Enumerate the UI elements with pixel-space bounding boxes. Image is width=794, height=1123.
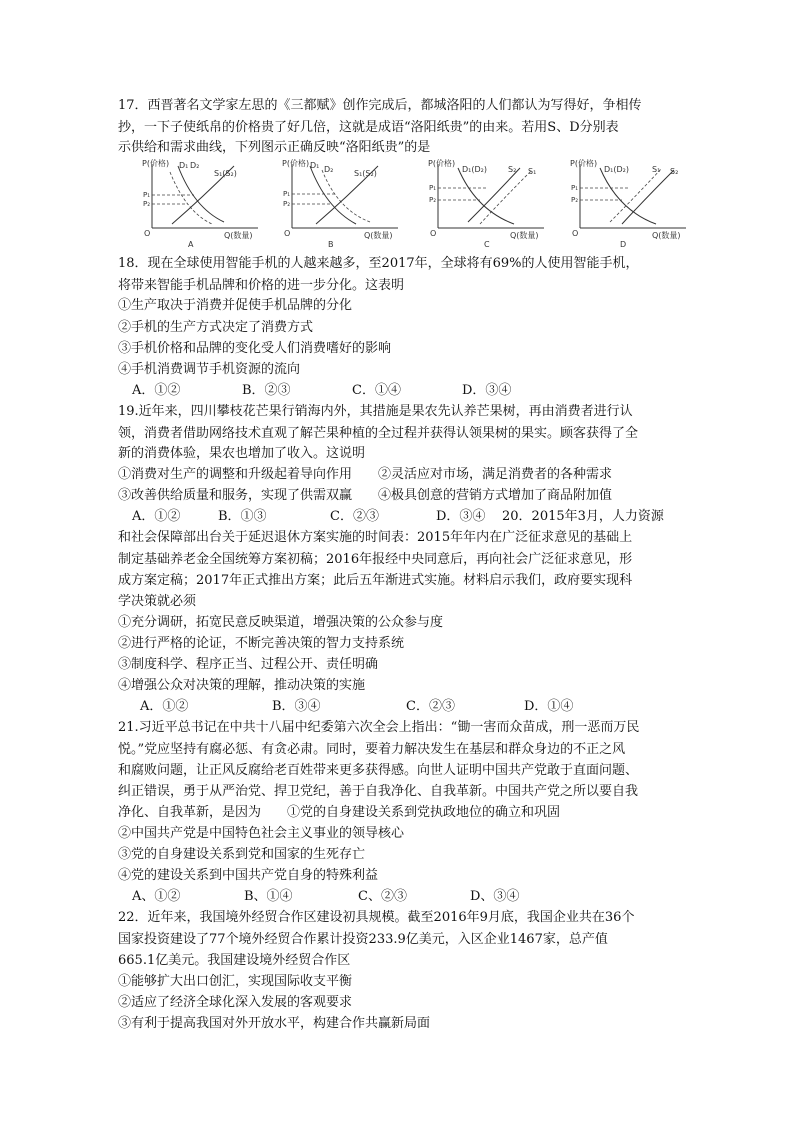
q19-line-4: ①消费对生产的调整和升级起着导向作用 ②灵活应对市场，满足消费者的各种需求 bbox=[118, 467, 613, 482]
q19-option-d: D．③④ bbox=[436, 509, 486, 524]
graph-b-origin: O bbox=[284, 229, 291, 238]
graph-c-ylabel: P(价格) bbox=[428, 159, 456, 168]
q19-option-b: B．①③ bbox=[218, 509, 267, 524]
q21-line-5: 净化、自我革新，是因为 ①党的自身建设关系到党执政地位的确立和巩固 bbox=[118, 805, 561, 820]
q21-line-6: ②中国共产党是中国特色社会主义事业的领导核心 bbox=[118, 826, 405, 841]
graph-c bbox=[428, 158, 550, 248]
q18-line-3: ①生产取决于消费并促使手机品牌的分化 bbox=[118, 298, 353, 313]
q21-option-a: A、①② bbox=[132, 889, 181, 904]
q21-line-4: 纠正错误，勇于从严治党、捍卫党纪，善于自我净化、自我革新。中国共产党之所以要自我 bbox=[118, 784, 639, 799]
graph-b-p1: P₁ bbox=[283, 190, 291, 198]
q17-line-3: 示供给和需求曲线，下列图示正确反映“洛阳纸贵”的是 bbox=[118, 140, 431, 155]
graph-b-p2: P₂ bbox=[283, 200, 291, 208]
graph-c-letter: C bbox=[484, 240, 490, 248]
graph-c-p2: P₂ bbox=[429, 196, 437, 204]
graph-b bbox=[282, 158, 404, 248]
q19-line-2: 领，消费者借助网络技术直观了解芒果种植的全过程并获得认领果树的果实。顾客获得了全 bbox=[118, 426, 639, 441]
q18-option-b: B．②③ bbox=[242, 383, 291, 398]
q21-line-1: 21.习近平总书记在中共十八届中纪委第六次全会上指出：“锄一害而众苗成，刑一恶而万民 bbox=[118, 720, 640, 735]
graph-d-xlabel: Q(数量) bbox=[652, 231, 681, 240]
graph-c-curve-2: S₂ bbox=[508, 165, 517, 174]
q20-option-b: B．③④ bbox=[272, 699, 321, 714]
q18-option-a: A．①② bbox=[132, 383, 181, 398]
graph-b-ylabel: P(价格) bbox=[282, 159, 310, 168]
q18-line-5: ③手机价格和品牌的变化受人们消费嗜好的影响 bbox=[118, 341, 392, 356]
graph-d-curve-3: S₂ bbox=[670, 167, 679, 176]
q18-line-2: 将带来智能手机品牌和价格的进一步分化。这表明 bbox=[118, 278, 405, 293]
q22-line-3: 665.1亿美元。我国建设境外经贸合作区 bbox=[118, 953, 351, 968]
graph-a-xlabel: Q(数量) bbox=[224, 231, 253, 240]
q18-option-d: D．③④ bbox=[462, 383, 512, 398]
graph-a-curve-3: S₁(S₂) bbox=[214, 169, 237, 178]
graph-b-xlabel: Q(数量) bbox=[364, 231, 393, 240]
graph-b-curve-3: S₁(S₂) bbox=[354, 169, 377, 178]
graph-b-letter: B bbox=[328, 240, 334, 248]
graph-a-curve-1: D₁ bbox=[179, 161, 189, 170]
graph-a-letter: A bbox=[188, 240, 194, 248]
q17-line-1: 17．西晋著名文学家左思的《三都赋》创作完成后，都城洛阳的人们都认为写得好，争相传 bbox=[118, 98, 642, 113]
q22-line-4: ①能够扩大出口创汇，实现国际收支平衡 bbox=[118, 974, 353, 989]
graph-c-curve-1: D₁(D₂) bbox=[462, 165, 487, 174]
graph-d-origin: O bbox=[572, 229, 579, 238]
q19-line-5: ③改善供给质量和服务，实现了供需双赢 ④极具创意的营销方式增加了商品附加值 bbox=[118, 488, 613, 503]
q18-option-c: C．①④ bbox=[352, 383, 401, 398]
graph-a-origin: O bbox=[144, 229, 151, 238]
graph-a-curve-2: D₂ bbox=[190, 161, 200, 170]
graph-d-p2: P₂ bbox=[571, 196, 579, 204]
q21-line-2: 悦。”党应坚持有腐必惩、有贪必肃。同时，要着力解决发生在基层和群众身边的不正之风 bbox=[118, 742, 626, 757]
graph-b-curve-2: D₂ bbox=[324, 165, 334, 174]
graph-c-origin: O bbox=[430, 229, 437, 238]
q20-line-5: ①充分调研，拓宽民意反映渠道，增强决策的公众参与度 bbox=[118, 615, 444, 630]
graph-d-letter: D bbox=[620, 240, 627, 248]
q18-line-6: ④手机消费调节手机资源的流向 bbox=[118, 362, 301, 377]
q20-first-line: 20．2015年3月，人力资源 bbox=[502, 509, 664, 524]
graph-d-curve-1: D₁(D₂) bbox=[604, 165, 629, 174]
q21-line-3: 和腐败问题，让正风反腐给老百姓带来更多获得感。向世人证明中国共产党敢于直面问题、 bbox=[118, 763, 639, 778]
q19-option-a: A．①② bbox=[132, 509, 181, 524]
graph-a-ylabel: P(价格) bbox=[142, 159, 170, 168]
q20-line-1: 和社会保障部出台关于延迟退休方案实施的时间表：2015年年内在广泛征求意见的基础上 bbox=[118, 530, 633, 545]
graph-c-xlabel: Q(数量) bbox=[510, 231, 539, 240]
graph-d-curve-2: S₁ bbox=[652, 165, 661, 174]
q20-line-2: 制定基础养老金全国统筹方案初稿；2016年报经中央同意后，再向社会广泛征求意见，形 bbox=[118, 552, 633, 567]
q18-line-4: ②手机的生产方式决定了消费方式 bbox=[118, 320, 314, 335]
q17-line-2: 抄，一下子使纸帛的价格贵了好几倍，这就是成语“洛阳纸贵”的由来。若用S、D分别表 bbox=[118, 120, 619, 135]
q19-option-c: C．②③ bbox=[330, 509, 379, 524]
graph-d-ylabel: P(价格) bbox=[570, 159, 598, 168]
graph-d bbox=[570, 158, 692, 248]
q21-line-8: ④党的建设关系到中国共产党自身的特殊利益 bbox=[118, 868, 379, 883]
q21-line-7: ③党的自身建设关系到党和国家的生死存亡 bbox=[118, 847, 366, 862]
q19-line-3: 新的消费体验，果农也增加了收入。这说明 bbox=[118, 446, 366, 461]
q18-line-1: 18．现在全球使用智能手机的人越来越多，至2017年，全球将有69%的人使用智能手机， bbox=[118, 256, 639, 271]
q20-option-c: C．②③ bbox=[406, 699, 455, 714]
q20-line-6: ②进行严格的论证，不断完善决策的智力支持系统 bbox=[118, 636, 405, 651]
q20-line-3: 成方案定稿；2017年正式推出方案；此后五年渐进式实施。材料启示我们，政府要实现科 bbox=[118, 573, 633, 588]
q20-line-4: 学决策就必须 bbox=[118, 594, 197, 609]
q20-line-7: ③制度科学、程序正当、过程公开、责任明确 bbox=[118, 657, 379, 672]
q22-line-6: ③有利于提高我国对外开放水平，构建合作共赢新局面 bbox=[118, 1016, 431, 1031]
graph-c-p1: P₁ bbox=[429, 184, 437, 192]
q19-line-1: 19.近年来，四川攀枝花芒果行销海内外，其措施是果农先认养芒果树，再由消费者进行认 bbox=[118, 404, 633, 419]
q20-option-a: A．①② bbox=[140, 699, 189, 714]
q22-line-1: 22．近年来，我国境外经贸合作区建设初具规模。截至2016年9月底，我国企业共在36个 bbox=[118, 910, 635, 925]
graph-a-p1: P₁ bbox=[143, 191, 151, 199]
graph-a bbox=[142, 158, 264, 248]
q22-line-5: ②适应了经济全球化深入发展的客观要求 bbox=[118, 995, 353, 1010]
graph-b-curve-1: D₁ bbox=[310, 161, 320, 170]
q21-option-d: D、③④ bbox=[470, 889, 520, 904]
q21-option-c: C、②③ bbox=[358, 889, 407, 904]
q22-line-2: 国家投资建设了77个境外经贸合作累计投资233.9亿美元，入区企业1467家，总产值 bbox=[118, 932, 608, 947]
q20-line-8: ④增强公众对决策的理解，推动决策的实施 bbox=[118, 678, 366, 693]
graph-c-curve-3: S₁ bbox=[528, 167, 537, 176]
graph-d-p1: P₁ bbox=[571, 184, 579, 192]
graph-a-p2: P₂ bbox=[143, 200, 151, 208]
q21-option-b: B、①④ bbox=[244, 889, 293, 904]
q20-option-d: D．①④ bbox=[524, 699, 574, 714]
